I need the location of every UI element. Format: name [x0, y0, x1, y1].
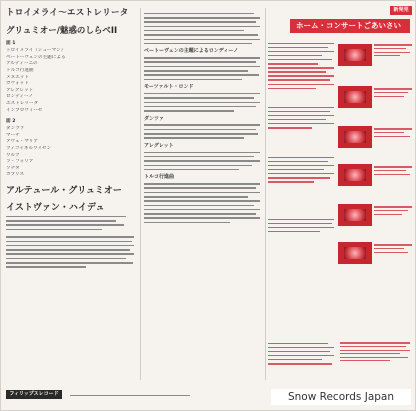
track-item: トロイメライ（シューマン）: [6, 48, 66, 54]
ad-text-block: [268, 216, 336, 235]
track-item: エストレリータ: [6, 100, 39, 106]
album-caption: [374, 86, 414, 99]
album-caption: [374, 204, 414, 217]
store-watermark: Snow Records Japan: [271, 389, 411, 405]
track-item: ラ・フォリア: [6, 159, 34, 165]
track-item: カプリス: [6, 172, 25, 178]
album-thumbnail: [338, 242, 372, 264]
liner-intro-text: [6, 236, 138, 268]
album-caption: [340, 340, 412, 364]
track-item: ベートーヴェンの主題による: [6, 54, 66, 60]
performer-violin: アルテュール・グリュミオー: [6, 185, 122, 196]
track-item: マーチ: [6, 132, 20, 138]
liner-heading: アレグレット: [144, 142, 174, 149]
label-logo: フィリップスレコード: [6, 390, 62, 399]
ad-text-block: [268, 340, 336, 367]
album-caption: [374, 126, 414, 139]
track-item: ソナタ: [6, 165, 20, 171]
performer-piano: イストヴァン・ハイデュ: [6, 202, 105, 213]
track-item: アヴェ・マリア: [6, 139, 38, 145]
column-divider: [265, 8, 266, 380]
footer-text: [70, 392, 190, 397]
album-caption: [374, 42, 414, 59]
column-divider: [140, 8, 141, 380]
track-item: インプロヴィーゼ: [6, 107, 43, 113]
liner-notes-column: [144, 10, 262, 382]
track-item: トルコ行進曲: [6, 67, 34, 73]
album-subtitle-text: [6, 18, 138, 22]
track-item: ガヴォット: [6, 81, 29, 87]
side2-track-list: [6, 126, 138, 179]
track-item: アルディーニの: [6, 61, 38, 67]
side1-track-list: [6, 48, 138, 114]
liner-heading: ベートーヴェンの主題によるロンディーノ: [144, 48, 239, 55]
album-caption: [374, 164, 414, 177]
ad-text-block: [268, 40, 336, 92]
liner-heading: モーツァルト・ロンド: [144, 84, 194, 91]
track-list-column: [6, 6, 138, 383]
side2-label: 面 2: [6, 119, 16, 125]
liner-heading: ダンツァ: [144, 115, 165, 122]
album-thumbnail: [338, 44, 372, 66]
album-caption: [374, 242, 414, 255]
track-item: メヌエット: [6, 74, 29, 80]
concert-banner: ホーム・コンサートごあいさい: [290, 19, 410, 33]
new-release-badge: 新発売: [390, 6, 412, 15]
ad-text-block: [268, 104, 336, 131]
album-thumbnail: [338, 86, 372, 108]
liner-heading: トルコ行進曲: [144, 174, 175, 181]
side1-label: 面 1: [6, 41, 16, 47]
album-thumbnail: [338, 126, 372, 148]
ad-panel: [268, 4, 414, 410]
album-subtitle: グリュミオー/魅惑のしらべII: [6, 26, 118, 37]
track-item: ロンディーノ: [6, 94, 34, 100]
track-item: アレグレット: [6, 87, 34, 93]
album-title: トロイメライ～エストレリータ: [6, 8, 129, 18]
recording-notes: [6, 216, 138, 230]
track-item: ワルツ: [6, 152, 20, 158]
track-item: ツィゴイネルワイゼン: [6, 145, 52, 151]
album-thumbnail: [338, 164, 372, 186]
album-thumbnail: [338, 204, 372, 226]
ad-text-block: [268, 154, 336, 185]
track-item: ダンツァ: [6, 126, 25, 132]
